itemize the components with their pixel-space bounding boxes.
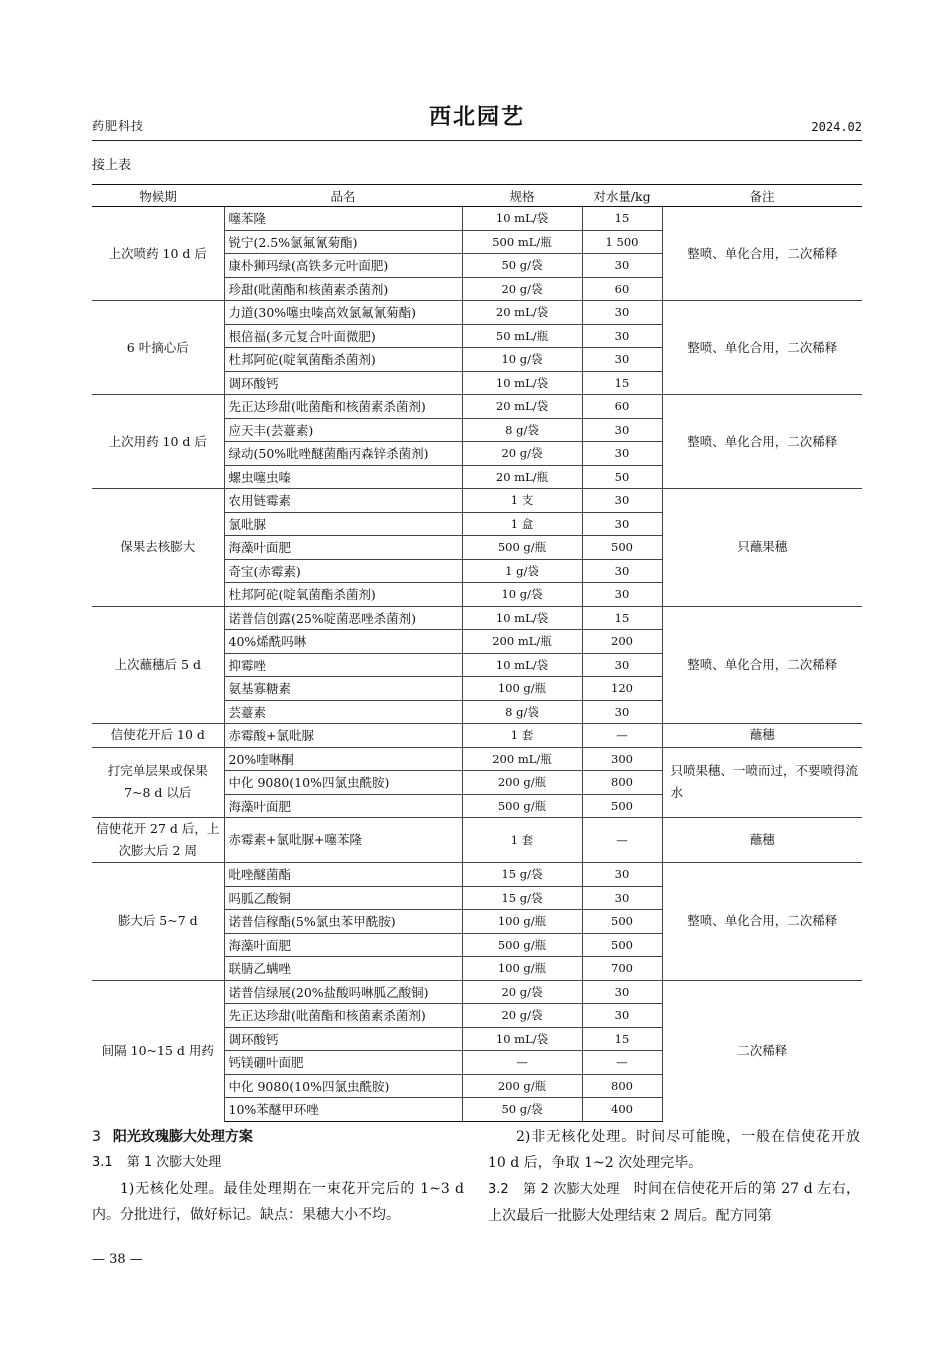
header-rule xyxy=(92,140,862,141)
spec-cell: 1 g/袋 xyxy=(462,559,582,583)
table-row xyxy=(92,747,862,771)
name-cell: 抑霉唑 xyxy=(224,653,462,677)
spec-cell: 8 g/袋 xyxy=(462,700,582,724)
spec-cell: 1 盒 xyxy=(462,512,582,536)
water-cell: 700 xyxy=(582,957,662,981)
journal-title: 西北园艺 xyxy=(428,104,525,130)
section-3-heading: 3 阳光玫瑰膨大处理方案 xyxy=(92,1129,253,1145)
name-cell: 海藻叶面肥 xyxy=(224,933,462,957)
name-cell: 先正达珍甜(吡菌酯和核菌素杀菌剂) xyxy=(224,395,462,419)
spec-cell: 1 套 xyxy=(462,818,582,863)
water-cell: 800 xyxy=(582,1074,662,1098)
water-cell: 15 xyxy=(582,606,662,630)
water-cell: 120 xyxy=(582,677,662,701)
name-cell: 诺普信创露(25%啶菌恶唑杀菌剂) xyxy=(224,606,462,630)
continued-label: 接上表 xyxy=(92,158,132,173)
col-spec: 规格 xyxy=(462,185,582,207)
spec-cell: 20 mL/袋 xyxy=(462,301,582,325)
spec-cell: 10 mL/袋 xyxy=(462,371,582,395)
water-cell: 1 500 xyxy=(582,230,662,254)
note-cell: 蘸穗 xyxy=(662,724,862,748)
water-cell: 15 xyxy=(582,371,662,395)
water-cell: 300 xyxy=(582,747,662,771)
note-cell: 整喷、单化合用，二次稀释 xyxy=(662,863,862,981)
pesticide-table xyxy=(92,184,862,1122)
stage-cell: 信使花开 27 d 后，上次膨大后 2 周 xyxy=(92,818,224,863)
paragraph: 2)非无核化处理。时间尽可能晚，一般在信使花开放 10 d 后，争取 1~2 次处理完毕。 xyxy=(488,1129,860,1171)
water-cell: 60 xyxy=(582,395,662,419)
stage-cell: 上次用药 10 d 后 xyxy=(92,395,224,489)
right-column xyxy=(488,1124,860,1229)
name-cell: 吗胍乙酸铜 xyxy=(224,886,462,910)
water-cell: — xyxy=(582,818,662,863)
name-cell: 海藻叶面肥 xyxy=(224,536,462,560)
spec-cell: 500 g/瓶 xyxy=(462,536,582,560)
note-cell: 整喷、单化合用，二次稀释 xyxy=(662,301,862,395)
spec-cell: 200 g/瓶 xyxy=(462,771,582,795)
spec-cell: 10 mL/袋 xyxy=(462,1027,582,1051)
spec-cell: 20 mL/瓶 xyxy=(462,465,582,489)
name-cell: 调环酸钙 xyxy=(224,1027,462,1051)
table-row xyxy=(92,980,862,1004)
name-cell: 杜邦阿砣(啶氧菌酯杀菌剂) xyxy=(224,583,462,607)
water-cell: 200 xyxy=(582,630,662,654)
col-name: 品名 xyxy=(224,185,462,207)
spec-cell: 10 mL/袋 xyxy=(462,207,582,231)
water-cell: 30 xyxy=(582,980,662,1004)
issue-number: 2024.02 xyxy=(811,120,862,134)
name-cell: 奇宝(赤霉素) xyxy=(224,559,462,583)
name-cell: 调环酸钙 xyxy=(224,371,462,395)
name-cell: 吡唑醚菌酯 xyxy=(224,863,462,887)
name-cell: 10%苯醚甲环唑 xyxy=(224,1098,462,1122)
col-water: 对水量/kg xyxy=(582,185,662,207)
col-note: 备注 xyxy=(662,185,862,207)
name-cell: 诺普信稼酯(5%氯虫苯甲酰胺) xyxy=(224,910,462,934)
water-cell: 60 xyxy=(582,277,662,301)
table-body xyxy=(92,207,862,1122)
note-cell: 二次稀释 xyxy=(662,980,862,1121)
spec-cell: 10 mL/袋 xyxy=(462,606,582,630)
name-cell: 应天丰(芸薹素) xyxy=(224,418,462,442)
water-cell: 400 xyxy=(582,1098,662,1122)
col-stage: 物候期 xyxy=(92,185,224,207)
spec-cell: 500 g/瓶 xyxy=(462,794,582,818)
spec-cell: 10 g/袋 xyxy=(462,583,582,607)
spec-cell: 1 套 xyxy=(462,724,582,748)
water-cell: 500 xyxy=(582,794,662,818)
water-cell: 15 xyxy=(582,1027,662,1051)
name-cell: 20%喹啉酮 xyxy=(224,747,462,771)
name-cell: 氨基寡糖素 xyxy=(224,677,462,701)
name-cell: 中化 9080(10%四氯虫酰胺) xyxy=(224,771,462,795)
water-cell: 30 xyxy=(582,418,662,442)
water-cell: 500 xyxy=(582,933,662,957)
name-cell: 噻苯隆 xyxy=(224,207,462,231)
spec-cell: 500 g/瓶 xyxy=(462,933,582,957)
left-column xyxy=(92,1124,464,1228)
water-cell: 30 xyxy=(582,489,662,513)
name-cell: 中化 9080(10%四氯虫酰胺) xyxy=(224,1074,462,1098)
paragraph: 1)无核化处理。最佳处理期在一束花开完后的 1~3 d 内。分批进行，做好标记。缺点：果穗大小不均。 xyxy=(92,1181,464,1223)
table-row xyxy=(92,395,862,419)
name-cell: 氯吡脲 xyxy=(224,512,462,536)
spec-cell: 500 mL/瓶 xyxy=(462,230,582,254)
name-cell: 杜邦阿砣(啶氧菌酯杀菌剂) xyxy=(224,348,462,372)
stage-cell: 上次喷药 10 d 后 xyxy=(92,207,224,301)
spec-cell: 15 g/袋 xyxy=(462,886,582,910)
name-cell: 赤霉酸+氯吡脲 xyxy=(224,724,462,748)
spec-cell: 10 mL/袋 xyxy=(462,653,582,677)
water-cell: 30 xyxy=(582,324,662,348)
spec-cell: 50 mL/瓶 xyxy=(462,324,582,348)
name-cell: 钙镁硼叶面肥 xyxy=(224,1051,462,1075)
note-cell: 只喷果穗、一喷而过，不要喷得流水 xyxy=(662,747,862,818)
section-label: 药肥科技 xyxy=(92,119,145,133)
page-number: — 38 — xyxy=(92,1252,143,1267)
table-header-row xyxy=(92,185,862,207)
spec-cell: 20 mL/袋 xyxy=(462,395,582,419)
name-cell: 先正达珍甜(吡菌酯和核菌素杀菌剂) xyxy=(224,1004,462,1028)
water-cell: 30 xyxy=(582,512,662,536)
spec-cell: 50 g/袋 xyxy=(462,1098,582,1122)
water-cell: 30 xyxy=(582,700,662,724)
stage-cell: 膨大后 5~7 d xyxy=(92,863,224,981)
paragraph: 3.2 第 2 次膨大处理 时间在信使花开后的第 27 d 左右，上次最后一批膨大处理结束 2 周后。配方同第 xyxy=(488,1181,860,1224)
spec-cell: 20 g/袋 xyxy=(462,1004,582,1028)
table-row xyxy=(92,724,862,748)
table-row xyxy=(92,489,862,513)
page-header xyxy=(92,100,862,140)
name-cell: 诺普信绿展(20%盐酸吗啉胍乙酸铜) xyxy=(224,980,462,1004)
table-row xyxy=(92,818,862,863)
note-cell: 只蘸果穗 xyxy=(662,489,862,607)
spec-cell: 20 g/袋 xyxy=(462,277,582,301)
spec-cell: 15 g/袋 xyxy=(462,863,582,887)
water-cell: 800 xyxy=(582,771,662,795)
water-cell: — xyxy=(582,724,662,748)
table-row xyxy=(92,606,862,630)
spec-cell: 100 g/瓶 xyxy=(462,677,582,701)
name-cell: 联腈乙螨唑 xyxy=(224,957,462,981)
section-3-2-heading: 3.2 第 2 次膨大处理 xyxy=(488,1182,620,1197)
table-row xyxy=(92,207,862,231)
stage-cell: 间隔 10~15 d 用药 xyxy=(92,980,224,1121)
water-cell: 30 xyxy=(582,1004,662,1028)
water-cell: 30 xyxy=(582,254,662,278)
name-cell: 芸薹素 xyxy=(224,700,462,724)
spec-cell: 200 g/瓶 xyxy=(462,1074,582,1098)
section-3-1-heading: 3.1 第 1 次膨大处理 xyxy=(92,1155,222,1170)
spec-cell: 8 g/袋 xyxy=(462,418,582,442)
water-cell: 30 xyxy=(582,653,662,677)
water-cell: 30 xyxy=(582,863,662,887)
spec-cell: 20 g/袋 xyxy=(462,980,582,1004)
water-cell: 30 xyxy=(582,886,662,910)
table-row xyxy=(92,301,862,325)
water-cell: 30 xyxy=(582,559,662,583)
name-cell: 康朴狮玛绿(高铁多元叶面肥) xyxy=(224,254,462,278)
water-cell: 30 xyxy=(582,301,662,325)
name-cell: 根倍福(多元复合叶面微肥) xyxy=(224,324,462,348)
spec-cell: 200 mL/瓶 xyxy=(462,630,582,654)
name-cell: 赤霉素+氯吡脲+噻苯隆 xyxy=(224,818,462,863)
spec-cell: 10 g/袋 xyxy=(462,348,582,372)
water-cell: 30 xyxy=(582,583,662,607)
note-cell: 整喷、单化合用，二次稀释 xyxy=(662,606,862,724)
water-cell: 500 xyxy=(582,536,662,560)
water-cell: 15 xyxy=(582,207,662,231)
spec-cell: 100 g/瓶 xyxy=(462,957,582,981)
water-cell: — xyxy=(582,1051,662,1075)
spec-cell: 20 g/袋 xyxy=(462,442,582,466)
stage-cell: 信使花开后 10 d xyxy=(92,724,224,748)
name-cell: 海藻叶面肥 xyxy=(224,794,462,818)
stage-cell: 6 叶摘心后 xyxy=(92,301,224,395)
note-cell: 整喷、单化合用，二次稀释 xyxy=(662,207,862,301)
note-cell: 整喷、单化合用，二次稀释 xyxy=(662,395,862,489)
water-cell: 500 xyxy=(582,910,662,934)
stage-cell: 上次蘸穗后 5 d xyxy=(92,606,224,724)
name-cell: 绿动(50%吡唑醚菌酯丙森锌杀菌剂) xyxy=(224,442,462,466)
name-cell: 力道(30%噻虫嗪高效氯氟氰菊酯) xyxy=(224,301,462,325)
table-row xyxy=(92,863,862,887)
note-cell: 蘸穗 xyxy=(662,818,862,863)
spec-cell: 1 支 xyxy=(462,489,582,513)
water-cell: 30 xyxy=(582,442,662,466)
name-cell: 螺虫噻虫嗪 xyxy=(224,465,462,489)
spec-cell: 100 g/瓶 xyxy=(462,910,582,934)
stage-cell: 打完单层果或保果 7~8 d 以后 xyxy=(92,747,224,818)
water-cell: 30 xyxy=(582,348,662,372)
name-cell: 农用链霉素 xyxy=(224,489,462,513)
stage-cell: 保果去核膨大 xyxy=(92,489,224,607)
spec-cell: — xyxy=(462,1051,582,1075)
spec-cell: 50 g/袋 xyxy=(462,254,582,278)
name-cell: 40%烯酰吗啉 xyxy=(224,630,462,654)
name-cell: 锐宁(2.5%氯氟氰菊酯) xyxy=(224,230,462,254)
name-cell: 珍甜(吡菌酯和核菌素杀菌剂) xyxy=(224,277,462,301)
spec-cell: 200 mL/瓶 xyxy=(462,747,582,771)
water-cell: 50 xyxy=(582,465,662,489)
